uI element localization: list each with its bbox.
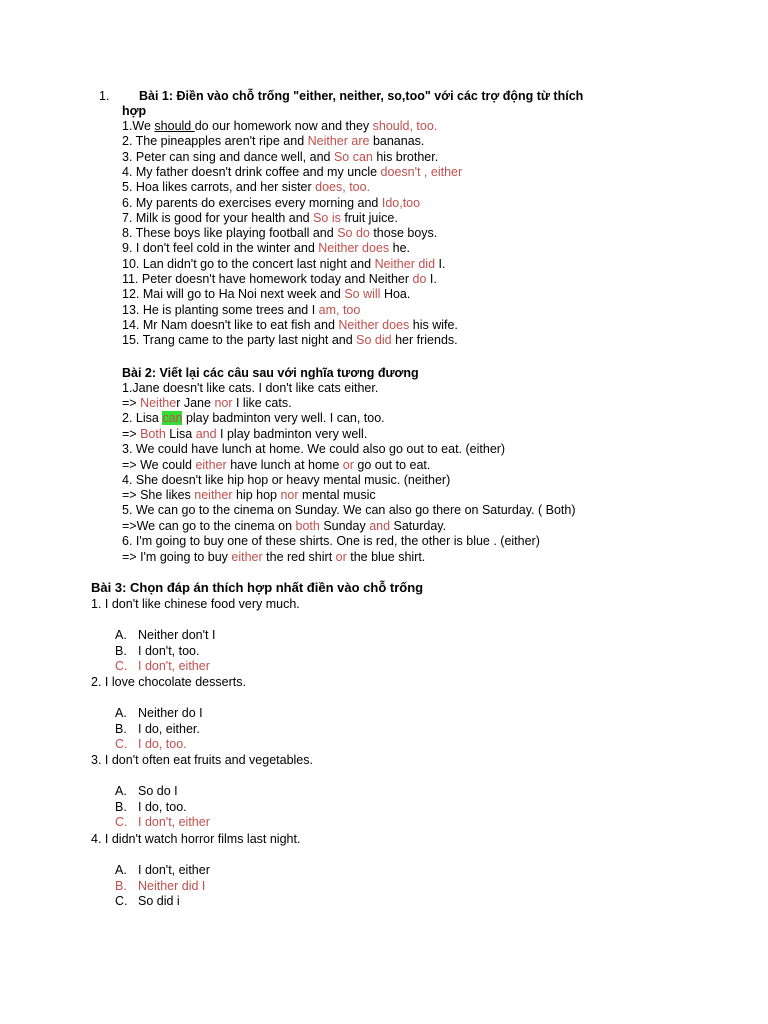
question-text: 2. I love chocolate desserts.: [91, 675, 246, 689]
option-text: I do, too.: [138, 799, 187, 814]
answer-text: does, too.: [315, 180, 371, 195]
option-letter: A.: [115, 784, 127, 798]
ex2-line: 5. We can go to the cinema on Sunday. We can also go there on Saturday. ( Both): [122, 503, 576, 517]
answer-text: So do: [337, 226, 370, 241]
option-text: I do, too.: [138, 737, 187, 751]
ex2-line: 3. We could have lunch at home. We could also go out to eat. (either): [122, 442, 506, 456]
answer-text: and: [195, 427, 217, 441]
answer-text: Both: [140, 427, 166, 441]
option-text: I don't, either: [138, 659, 210, 673]
answer-text: doesn't , either: [380, 164, 463, 179]
highlighted-word: can: [162, 411, 183, 425]
option-text: I don't, either: [138, 863, 210, 877]
option-text: I don't, too.: [138, 643, 200, 658]
item-text: her friends.: [391, 333, 458, 348]
ex2-line: 6. I'm going to buy one of these shirts. One is red, the other is blue . (either): [122, 534, 540, 548]
item-text: 8. These boys like playing football and: [122, 226, 338, 241]
exercise-1-item: [122, 119, 437, 134]
answer-text: nor: [214, 396, 233, 410]
answer-option: [115, 722, 200, 737]
answer-option: [115, 894, 180, 909]
answer-text: both: [295, 519, 320, 533]
answer-text: Neither does: [318, 241, 390, 256]
item-text: 10. Lan didn't go to the concert last night and: [122, 256, 375, 271]
item-text: fruit juice.: [340, 210, 398, 225]
item-text: I.: [435, 256, 446, 271]
underlined-word: should: [154, 119, 195, 133]
exercise-1-item: [122, 272, 437, 287]
answer-text: am, too: [318, 302, 361, 317]
item-text: his wife.: [409, 317, 458, 332]
item-text: 11. Peter doesn't have homework today and Neither: [122, 272, 413, 286]
item-text: 13. He is planting some trees and I: [122, 302, 319, 317]
item-text: bananas.: [369, 134, 425, 149]
item-text: 9. I don't feel cold in the winter and: [122, 241, 319, 256]
item-text: I.: [426, 272, 437, 286]
option-letter: C.: [115, 815, 128, 829]
answer-text: either: [231, 550, 263, 564]
exercise-3-title: Bài 3: Chọn đáp án thích hợp nhất điền vào chỗ trống: [91, 580, 424, 595]
ex2-line: 1.Jane doesn't like cats. I don't like cats either.: [122, 381, 379, 395]
exercise-1-item: [122, 241, 410, 256]
answer-option: [115, 644, 199, 659]
answer-option: [115, 628, 215, 643]
answer-option: [115, 863, 210, 878]
item-text: 4. My father doesn't drink coffee and my uncle: [122, 164, 381, 179]
option-text: I don't, either: [138, 815, 210, 829]
answer-text: either: [195, 458, 227, 472]
option-letter: B.: [115, 799, 127, 814]
exercise-1-title: Bài 1: Điền vào chỗ trống "either, neither, so,too" với các trợ động từ thích: [139, 89, 584, 103]
ex2-answer-line: => I'm going to buy either the red shirt or the blue shirt.: [122, 550, 426, 564]
option-text: Neither don't I: [138, 628, 216, 642]
item-text: 1.We: [122, 119, 155, 133]
answer-option: [115, 784, 178, 799]
list-number: 1.: [99, 89, 110, 103]
item-text: 3. Peter can sing and dance well, and: [122, 149, 334, 164]
answer-text: do: [412, 272, 427, 286]
answer-text: neither: [194, 488, 233, 502]
item-text: his brother.: [372, 149, 439, 164]
exercise-1-item: [122, 150, 438, 165]
exercise-1-item: [122, 180, 370, 195]
exercise-1-item: [122, 287, 410, 302]
answer-text: and: [369, 519, 391, 533]
option-letter: B.: [115, 878, 127, 893]
ex2-answer-line: =>We can go to the cinema on both Sunday and Saturday.: [122, 519, 447, 533]
exercise-1-item: [122, 196, 420, 211]
exercise-1-item: [122, 333, 458, 348]
answer-text: nor: [280, 488, 299, 502]
exercise-1-item: [122, 211, 398, 226]
option-letter: A.: [115, 628, 127, 642]
option-text: I do, either.: [138, 721, 200, 736]
answer-option: [115, 706, 203, 721]
exercise-2-title: Bài 2: Viết lại các câu sau với nghĩa tương đương: [122, 366, 419, 380]
option-letter: C.: [115, 659, 128, 673]
question-text: 1. I don't like chinese food very much.: [91, 597, 300, 611]
answer-text: Neither did: [374, 256, 436, 271]
ex2-line: 4. She doesn't like hip hop or heavy mental music. (neither): [122, 473, 451, 487]
option-letter: C.: [115, 894, 128, 908]
answer-text: Neither does: [338, 317, 410, 332]
option-text: So did i: [138, 894, 180, 908]
item-text: Hoa.: [380, 287, 411, 302]
option-text: Neither do I: [138, 706, 203, 720]
answer-text: should, too.: [372, 119, 438, 133]
answer-option: [115, 737, 187, 752]
question-text: 4. I didn't watch horror films last night.: [91, 832, 301, 846]
answer-option: [115, 815, 210, 830]
exercise-1-item: [122, 318, 458, 333]
exercise-1-item: [122, 303, 360, 318]
option-letter: B.: [115, 643, 127, 658]
item-text: do our homework now and they: [194, 119, 373, 133]
item-text: 7. Milk is good for your health and: [122, 210, 314, 225]
answer-text: So will: [344, 287, 381, 302]
answer-text: or: [335, 550, 347, 564]
item-text: 12. Mai will go to Ha Noi next week and: [122, 287, 345, 302]
answer-option: [115, 879, 205, 894]
item-text: 14. Mr Nam doesn't like to eat fish and: [122, 317, 339, 332]
item-text: those boys.: [369, 226, 438, 241]
option-letter: C.: [115, 737, 128, 751]
ex2-answer-line: => Both Lisa and I play badminton very well.: [122, 427, 368, 441]
exercise-1-title-cont: hợp: [122, 104, 147, 118]
exercise-1-item: [122, 165, 462, 180]
exercise-1-item: [122, 257, 445, 272]
answer-text: Neither are: [307, 134, 370, 149]
answer-text: So is: [313, 210, 341, 225]
answer-option: [115, 659, 210, 674]
item-text: 5. Hoa likes carrots, and her sister: [122, 180, 316, 195]
ex2-answer-line: => Neither Jane nor I like cats.: [122, 396, 292, 410]
answer-option: [115, 800, 187, 815]
ex2-answer-line: => We could either have lunch at home or go out to eat.: [122, 458, 431, 472]
answer-text: Ido,too: [381, 195, 421, 210]
option-text: So do I: [138, 784, 178, 798]
answer-text: So did: [356, 333, 392, 348]
option-letter: A.: [115, 863, 127, 877]
ex2-line: 2. Lisa can play badminton very well. I can, too.: [122, 411, 385, 425]
option-letter: B.: [115, 721, 127, 736]
option-text: Neither did I: [138, 878, 206, 893]
item-text: 6. My parents do exercises every morning and: [122, 195, 382, 210]
answer-text: So can: [333, 149, 373, 164]
answer-text: or: [342, 458, 354, 472]
item-text: 15. Trang came to the party last night and: [122, 333, 357, 348]
item-text: 2. The pineapples aren't ripe and: [122, 134, 308, 149]
ex2-answer-line: => She likes neither hip hop nor mental music: [122, 488, 376, 502]
exercise-1-item: [122, 226, 437, 241]
question-text: 3. I don't often eat fruits and vegetables.: [91, 753, 313, 767]
exercise-1-item: [122, 134, 424, 149]
answer-text: Neithe: [140, 396, 177, 410]
item-text: he.: [389, 241, 410, 256]
option-letter: A.: [115, 706, 127, 720]
